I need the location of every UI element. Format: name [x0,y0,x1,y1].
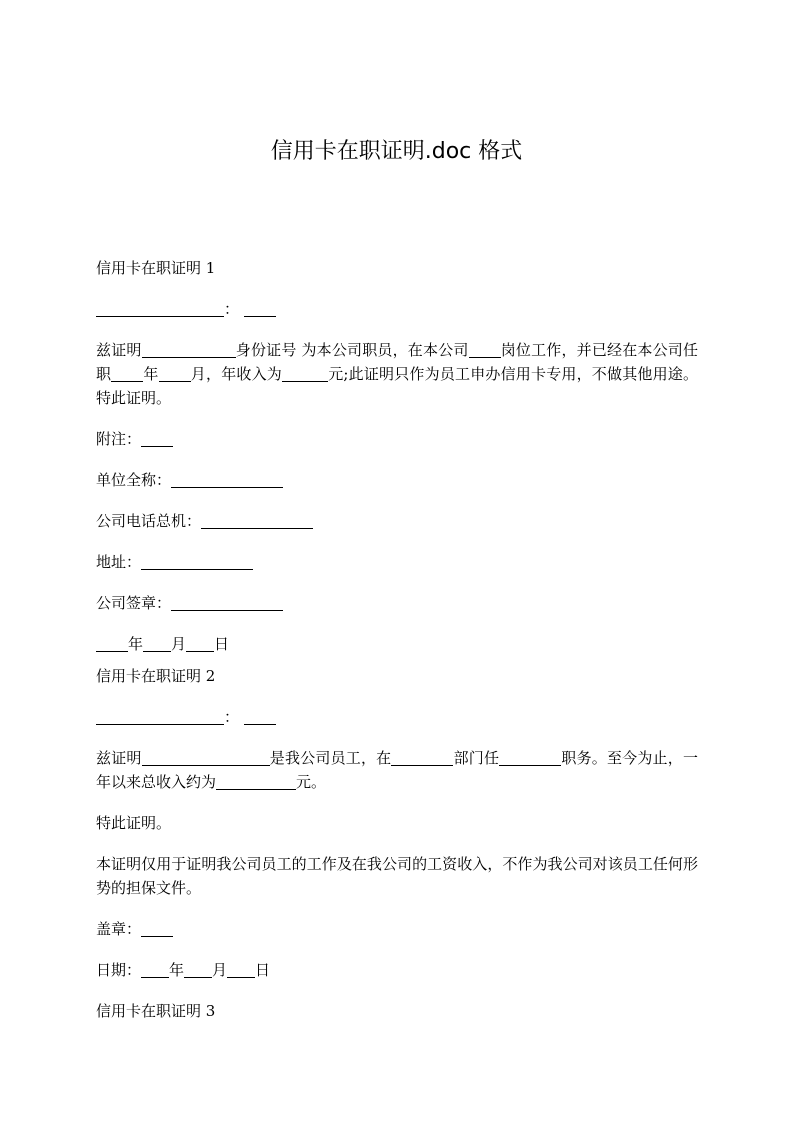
cert1-company-name: 单位全称： [96,468,698,492]
cert2-disclaimer: 本证明仅用于证明我公司员工的工作及在我公司的工资收入，不作为我公司对该员工任何形势的担保文件。 [96,855,698,897]
blank-field [141,920,173,937]
blank-field [159,365,191,382]
blank-field [227,961,255,978]
cert1-heading: 信用卡在职证明 1 [96,259,216,277]
cert1-salutation: ： [96,297,698,321]
document-title: 信用卡在职证明.doc 格式 [270,139,523,164]
blank-field [111,365,143,382]
blank-field [186,635,214,652]
cert2-salutation: ： [96,705,698,729]
cert1-note: 附注： [96,427,698,451]
blank-field [391,749,453,766]
blank-field [184,961,212,978]
cert2-paragraph: 兹证明 是我公司员工，在 部门任 职务。至今为止，一年以来总收入约为 元。 [96,749,698,791]
cert2-closing: 特此证明。 [96,814,172,832]
cert2-seal: 盖章： [96,917,698,941]
blank-field [96,635,128,652]
blank-field [216,773,296,790]
blank-field [244,300,276,317]
cert3-heading: 信用卡在职证明 3 [96,1002,216,1020]
blank-field [142,749,270,766]
blank-field [96,300,224,317]
blank-field [141,961,169,978]
cert1-address: 地址： [96,550,698,574]
blank-field [201,512,313,529]
cert1-seal: 公司签章： [96,591,698,615]
blank-field [282,365,328,382]
blank-field [171,471,283,488]
blank-field [141,430,173,447]
cert1-paragraph: 兹证明 身份证号 为本公司职员，在本公司 岗位工作，并已经在本公司任职 年 月，年收入为 元;此证明只作为员工申办信用卡专用，不做其他用途。特此证明。 [96,341,698,407]
blank-field [142,341,236,358]
blank-field [244,708,276,725]
cert2-date: 日期： 年 月 日 [96,961,271,979]
blank-field [141,553,253,570]
blank-field [143,635,171,652]
cert2-heading: 信用卡在职证明 2 [96,667,216,685]
cert1-date: 年 月 日 [96,632,698,656]
blank-field [499,749,561,766]
cert1-company-phone: 公司电话总机： [96,509,698,533]
blank-field [469,341,501,358]
blank-field [171,594,283,611]
document-body [96,256,698,1040]
blank-field [96,708,224,725]
